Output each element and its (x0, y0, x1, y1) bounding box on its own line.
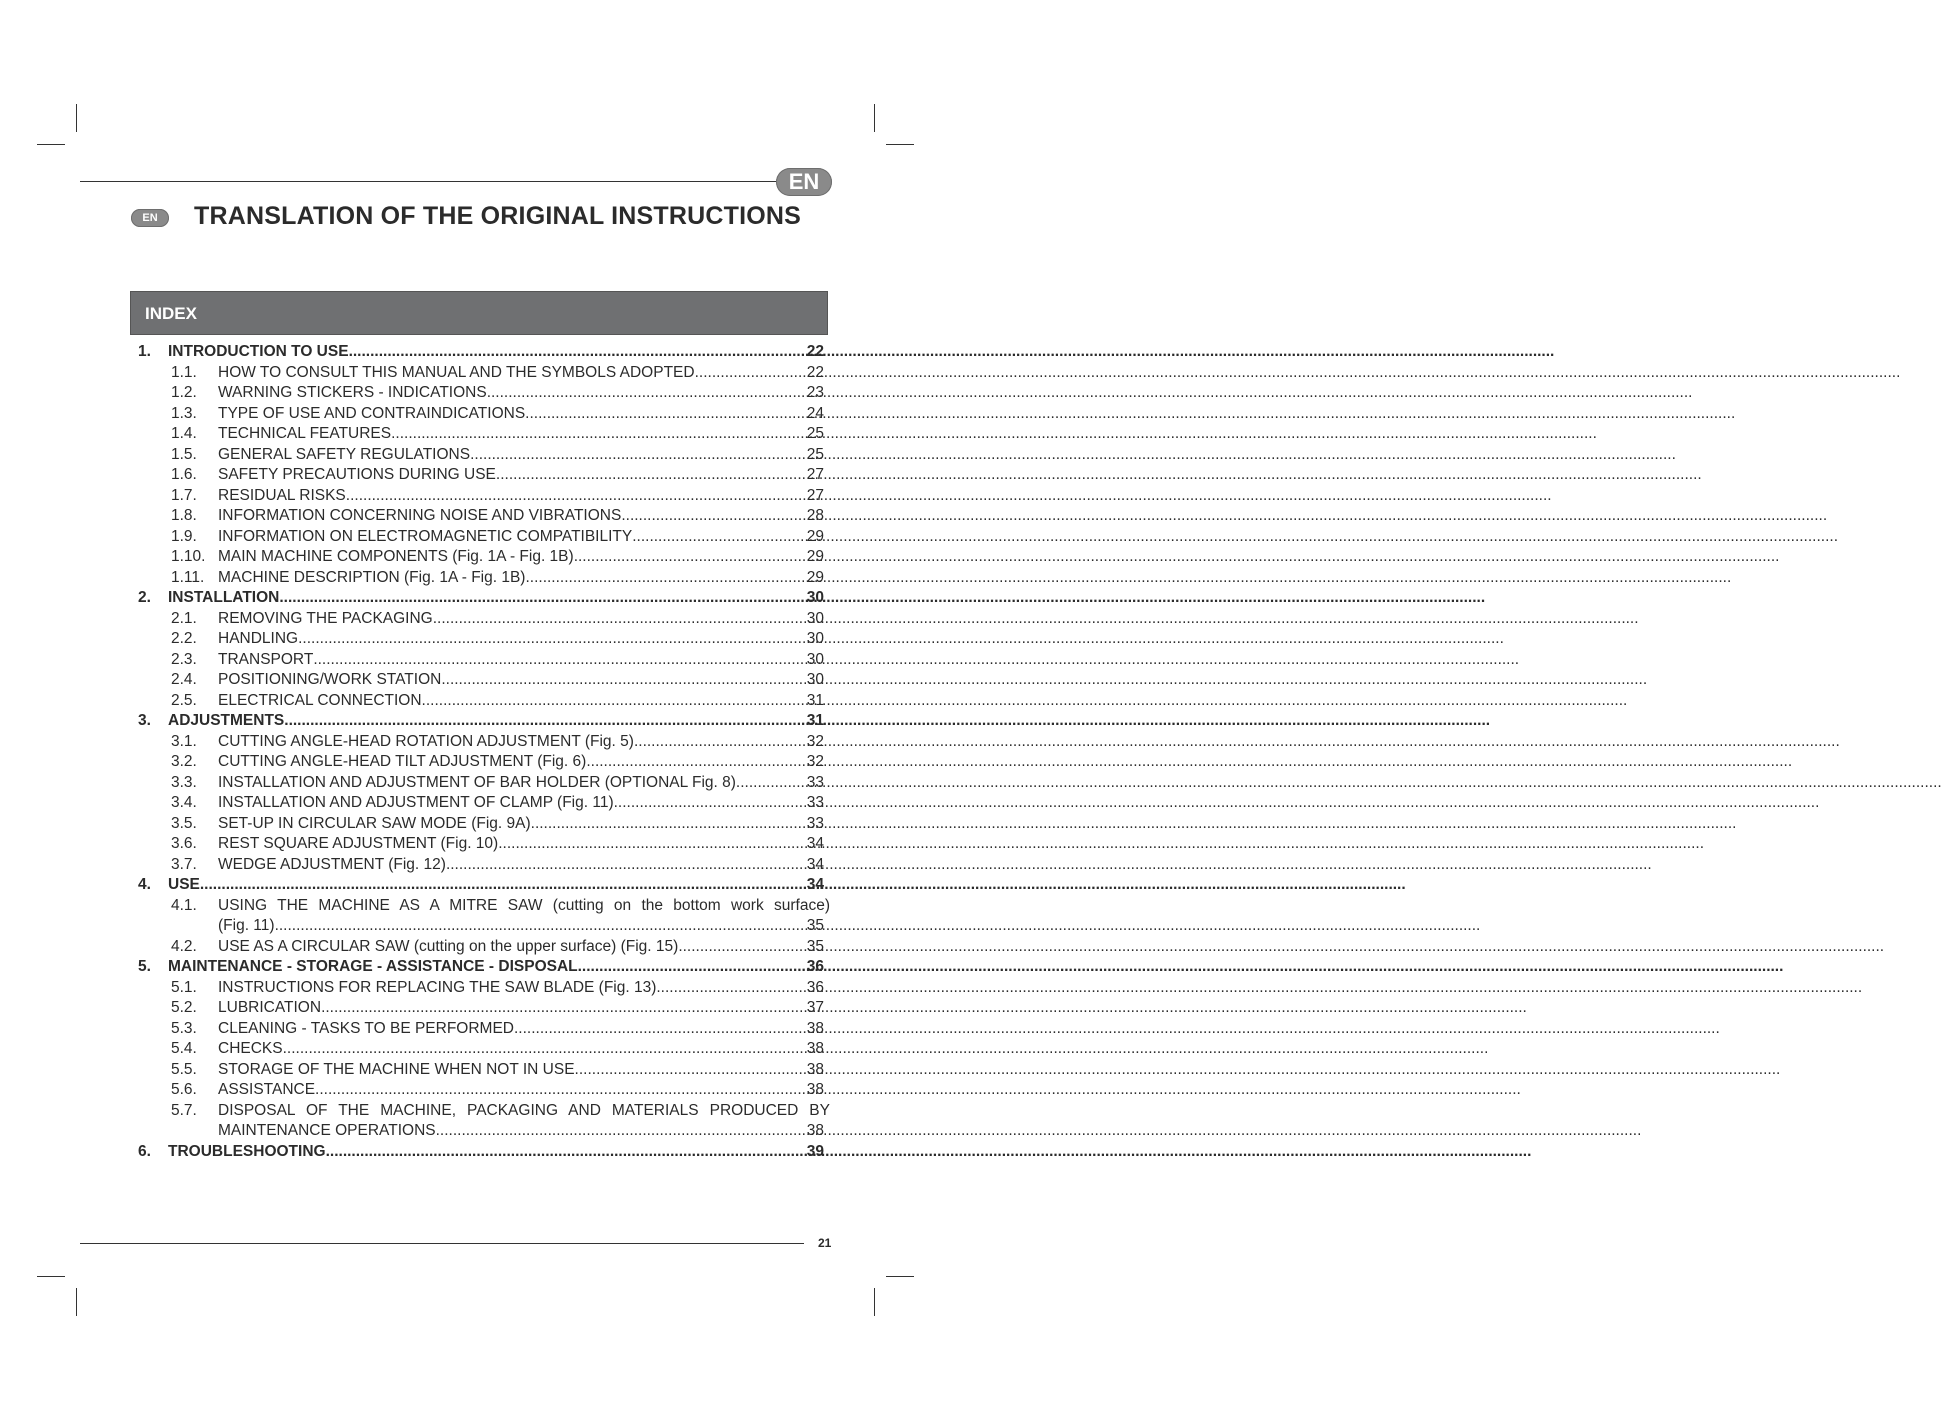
toc-entry[interactable] (138, 670, 830, 691)
toc-entry-title: SET-UP IN CIRCULAR SAW MODE (Fig. 9A) (218, 814, 531, 832)
toc-entry[interactable] (138, 1039, 830, 1060)
toc-entry-number: 2.2. (171, 630, 197, 647)
page-number: 21 (818, 1236, 832, 1250)
toc-entry-page: 29 (806, 527, 824, 545)
toc-entry-page: 30 (806, 650, 824, 668)
toc-entry[interactable] (138, 998, 830, 1019)
toc-leader-dots (632, 527, 807, 548)
toc-entry[interactable] (138, 937, 830, 958)
toc-entry[interactable] (138, 957, 830, 978)
toc-entry-page: 38 (806, 1081, 824, 1098)
toc-entry[interactable] (138, 609, 830, 630)
toc-entry-number: 2.1. (171, 609, 197, 627)
toc-entry-title: RESIDUAL RISKS (218, 486, 346, 504)
toc-entry-title: REST SQUARE ADJUSTMENT (Fig. 10) (218, 835, 499, 852)
toc-leader-dots (321, 998, 807, 1019)
toc-entry[interactable] (138, 855, 830, 876)
toc-leader-dots (656, 978, 806, 999)
toc-entry-number: 1.5. (171, 445, 197, 463)
toc-entry-page: 22 (806, 363, 824, 381)
toc-entry[interactable] (138, 691, 830, 712)
toc-entry-title: CLEANING - TASKS TO BE PERFORMED (218, 1019, 514, 1037)
toc-entry-title: LUBRICATION (218, 999, 322, 1016)
toc-entry-number: 1.10. (171, 548, 206, 565)
toc-entry-title: CHECKS (218, 1040, 283, 1057)
toc-entry-title: TYPE OF USE AND CONTRAINDICATIONS. (218, 404, 530, 422)
toc-entry-title: TRANSPORT (218, 650, 314, 668)
toc-entry[interactable] (138, 1060, 830, 1081)
page-title: TRANSLATION OF THE ORIGINAL INSTRUCTIONS (194, 202, 802, 230)
toc-entry-number: 4.2. (171, 937, 197, 955)
toc-leader-dots (678, 937, 806, 958)
toc-entry-page: 38 (806, 1060, 824, 1078)
toc-entry[interactable] (138, 978, 830, 999)
toc-entry-title: USE AS A CIRCULAR SAW (cutting on the upper surface) (Fig. 15) (218, 937, 679, 955)
toc-entry[interactable] (138, 629, 830, 650)
toc-entry-number: 3.5. (171, 814, 197, 832)
toc-leader-dots (433, 609, 807, 630)
toc-entry-title: MAIN MACHINE COMPONENTS (Fig. 1A - Fig. 1B) (218, 548, 574, 565)
toc-entry-number: 3.7. (171, 855, 197, 873)
toc-entry[interactable] (138, 465, 830, 486)
toc-entry-page: 22 (806, 343, 824, 360)
crop-mark (874, 104, 875, 132)
toc-entry[interactable] (138, 568, 830, 589)
toc-entry-number: 3.3. (171, 773, 197, 791)
language-badge-small: EN (131, 209, 169, 227)
toc-entry-title: REMOVING THE PACKAGING (218, 609, 433, 627)
toc-entry-number: 1.7. (171, 486, 197, 504)
toc-leader-dots (346, 486, 807, 507)
toc-leader-dots (200, 875, 807, 896)
toc-entry-page: 27 (806, 466, 824, 483)
crop-mark (76, 104, 77, 132)
toc-entry-number: 5.7. (171, 1101, 197, 1119)
toc-entry-number: 1. (138, 343, 151, 360)
toc-entry-page: 32 (806, 732, 824, 750)
toc-leader-dots (575, 1060, 807, 1081)
header-rule (80, 181, 780, 182)
toc-entry-number: 5.4. (171, 1040, 197, 1057)
toc-entry-title: TECHNICAL FEATURES (218, 425, 392, 442)
toc-entry-title: MAINTENANCE OPERATIONS (218, 1122, 436, 1139)
toc-entry-title: MACHINE DESCRIPTION (Fig. 1A - Fig. 1B) (218, 568, 526, 586)
toc-entry-number: 5.5. (171, 1060, 197, 1078)
toc-entry-page: 33 (806, 773, 824, 791)
toc-entry-title: INFORMATION ON ELECTROMAGNETIC COMPATIBILITY (218, 527, 633, 545)
toc-entry-title: POSITIONING/WORK STATION (218, 671, 442, 688)
toc-entry-number: 3.2. (171, 753, 197, 770)
toc-leader-dots (279, 588, 806, 609)
toc-entry[interactable] (138, 896, 830, 917)
toc-entry[interactable] (138, 342, 830, 363)
toc-entry-page: 36 (806, 978, 824, 996)
toc-entry-page: 29 (806, 568, 824, 586)
toc-leader-dots (621, 506, 806, 527)
toc-entry-number: 5.1. (171, 978, 197, 996)
toc-entry-number: 1.9. (171, 527, 197, 545)
toc-entry-number: 2. (138, 589, 151, 606)
toc-entry-continuation[interactable] (138, 1121, 830, 1142)
toc-leader-dots (349, 342, 807, 363)
toc-entry-title: INFORMATION CONCERNING NOISE AND VIBRATIONS (218, 507, 622, 524)
toc-entry[interactable] (138, 363, 830, 384)
footer-rule (80, 1243, 804, 1244)
toc-entry-page: 30 (806, 671, 824, 688)
toc-entry-page: 33 (806, 794, 824, 811)
crop-mark (886, 144, 914, 145)
toc-entry-page: 30 (806, 630, 824, 647)
toc-entry[interactable] (138, 814, 830, 835)
toc-entry-page: 34 (806, 876, 824, 893)
toc-leader-dots (496, 465, 807, 486)
toc-entry-page: 36 (806, 958, 824, 975)
toc-entry[interactable] (138, 793, 830, 814)
toc-entry-number: 5. (138, 958, 151, 975)
toc-entry-number: 4.1. (171, 896, 197, 914)
toc-entry-page: 39 (806, 1142, 824, 1160)
toc-entry-title: CUTTING ANGLE-HEAD TILT ADJUSTMENT (Fig. 6) (218, 753, 587, 770)
toc-leader-dots (695, 363, 807, 384)
toc-entry-page: 31 (806, 712, 824, 729)
toc-leader-dots (498, 834, 807, 855)
toc-leader-dots (284, 711, 806, 732)
toc-entry-page: 38 (806, 1040, 824, 1057)
toc-entry-title: ASSISTANCE (218, 1081, 316, 1098)
toc-entry-page: 35 (806, 917, 824, 934)
toc-entry-title: INTRODUCTION TO USE (168, 343, 349, 360)
toc-entry-page: 25 (806, 425, 824, 442)
toc-entry[interactable] (138, 527, 830, 548)
toc-entry-page: 38 (806, 1122, 824, 1139)
toc-entry[interactable] (138, 650, 830, 671)
toc-entry[interactable] (138, 875, 830, 896)
toc-entry-page: 27 (806, 486, 824, 504)
toc-entry-page: 28 (806, 507, 824, 524)
toc-leader-dots (326, 1142, 807, 1163)
toc-entry[interactable] (138, 547, 830, 568)
toc-entry-continuation[interactable] (138, 916, 830, 937)
toc-entry[interactable] (138, 588, 830, 609)
crop-mark (76, 1288, 77, 1316)
toc-entry-number: 2.4. (171, 671, 197, 688)
toc-entry-page: 30 (806, 589, 824, 606)
toc-entry-title: ELECTRICAL CONNECTION (218, 691, 422, 709)
toc-leader-dots (422, 691, 807, 712)
toc-entry-page: 31 (806, 691, 824, 709)
toc-entry-title: INSTALLATION (168, 589, 280, 606)
toc-leader-dots (436, 1121, 807, 1142)
toc-entry-number: 1.6. (171, 466, 197, 483)
toc-entry[interactable] (138, 383, 830, 404)
toc-leader-dots (391, 424, 807, 445)
toc-entry-title: HANDLING (218, 630, 299, 647)
toc-leader-dots (614, 793, 807, 814)
toc-leader-dots (574, 547, 807, 568)
toc-entry-number: 4. (138, 876, 151, 893)
toc-entry-title: WARNING STICKERS - INDICATIONS (218, 384, 487, 401)
crop-mark (886, 1276, 914, 1277)
toc-entry-number: 3.1. (171, 732, 197, 750)
toc-entry[interactable] (138, 752, 830, 773)
toc-leader-dots (446, 855, 807, 876)
toc-entry-number: 3. (138, 712, 151, 729)
toc-entry-page: 34 (806, 835, 824, 852)
toc-leader-dots (634, 732, 807, 753)
toc-entry-page: 34 (806, 855, 824, 873)
toc-entry-page: 33 (806, 814, 824, 832)
toc-entry-page: 24 (806, 404, 824, 422)
toc-entry-title: INSTRUCTIONS FOR REPLACING THE SAW BLADE (Fig. 13) (218, 978, 657, 996)
toc-entry-number: 3.4. (171, 794, 197, 811)
toc-entry-title: CUTTING ANGLE-HEAD ROTATION ADJUSTMENT (Fig. 5) (218, 732, 634, 750)
toc-entry-title: DISPOSAL OF THE MACHINE, PACKAGING AND MATERIALS PRODUCED BY (218, 1101, 830, 1119)
toc-leader-dots (525, 568, 806, 589)
toc-entry-number: 5.2. (171, 999, 197, 1016)
index-heading: INDEX (130, 291, 828, 335)
toc-entry-title: STORAGE OF THE MACHINE WHEN NOT IN USE (218, 1060, 575, 1078)
toc-entry-number: 1.1. (171, 363, 197, 381)
toc-entry-page: 30 (806, 609, 824, 627)
toc-entry[interactable] (138, 732, 830, 753)
toc-entry-number: 1.2. (171, 384, 197, 401)
toc-leader-dots (578, 957, 807, 978)
toc-entry-page: 23 (806, 384, 824, 401)
toc-entry[interactable] (138, 445, 830, 466)
toc-entry-number: 3.6. (171, 835, 197, 852)
toc-leader-dots (283, 1039, 807, 1060)
toc-entry[interactable] (138, 424, 830, 445)
toc-entry[interactable] (138, 1080, 830, 1101)
toc-entry[interactable] (138, 404, 830, 425)
toc-leader-dots (313, 650, 806, 671)
toc-leader-dots (529, 404, 806, 425)
language-badge: EN (776, 168, 832, 196)
toc-entry-number: 6. (138, 1142, 151, 1160)
toc-entry-number: 2.3. (171, 650, 197, 668)
toc-entry-page: 35 (806, 937, 824, 955)
toc-leader-dots (298, 629, 807, 650)
toc-entry-title: HOW TO CONSULT THIS MANUAL AND THE SYMBOLS ADOPTED (218, 363, 695, 381)
toc-entry[interactable] (138, 1101, 830, 1122)
toc-leader-dots (736, 773, 807, 794)
toc-entry-title: WEDGE ADJUSTMENT (Fig. 12) (218, 855, 446, 873)
toc-entry-number: 5.3. (171, 1019, 197, 1037)
toc-entry[interactable] (138, 1142, 830, 1163)
toc-entry-page: 29 (806, 548, 824, 565)
toc-leader-dots (315, 1080, 807, 1101)
crop-mark (874, 1288, 875, 1316)
toc-entry-page: 25 (806, 445, 824, 463)
toc-entry-title: TROUBLESHOOTING (168, 1142, 326, 1160)
crop-mark (37, 1276, 65, 1277)
toc-entry[interactable] (138, 486, 830, 507)
toc-entry-number: 1.11. (171, 568, 205, 586)
toc-entry-number: 1.4. (171, 425, 197, 442)
toc-entry-page: 37 (806, 999, 824, 1016)
toc-entry-title: INSTALLATION AND ADJUSTMENT OF BAR HOLDER (OPTIONAL Fig. 8) (218, 773, 736, 791)
toc-entry-title: GENERAL SAFETY REGULATIONS (218, 445, 471, 463)
toc-entry-number: 1.8. (171, 507, 197, 524)
toc-entry[interactable] (138, 834, 830, 855)
toc-entry-title: USING THE MACHINE AS A MITRE SAW (cutting on the bottom work surface) (218, 896, 830, 914)
toc-entry-title: ADJUSTMENTS (168, 712, 285, 729)
toc-leader-dots (514, 1019, 807, 1040)
toc-leader-dots (275, 916, 807, 937)
toc-entry-title: INSTALLATION AND ADJUSTMENT OF CLAMP (Fig. 11) (218, 794, 614, 811)
toc-entry-title: MAINTENANCE - STORAGE - ASSISTANCE - DISPOSAL (168, 958, 578, 975)
toc-entry[interactable] (138, 1019, 830, 1040)
crop-mark (37, 144, 65, 145)
toc-leader-dots (487, 383, 807, 404)
toc-entry-page: 38 (806, 1019, 824, 1037)
toc-leader-dots (441, 670, 806, 691)
toc-leader-dots (531, 814, 807, 835)
toc-entry-title: USE (168, 876, 200, 893)
toc-leader-dots (470, 445, 807, 466)
toc-entry-title: SAFETY PRECAUTIONS DURING USE (218, 466, 496, 483)
toc-entry-page: 32 (806, 753, 824, 770)
toc-entry-number: 5.6. (171, 1081, 197, 1098)
toc-entry[interactable] (138, 506, 830, 527)
toc-entry-number: 2.5. (171, 691, 197, 709)
table-of-contents (138, 342, 830, 1162)
toc-entry[interactable] (138, 773, 830, 794)
toc-leader-dots (586, 752, 806, 773)
toc-entry-number: 1.3. (171, 404, 197, 422)
toc-entry-title: (Fig. 11) (218, 917, 275, 934)
toc-entry[interactable] (138, 711, 830, 732)
